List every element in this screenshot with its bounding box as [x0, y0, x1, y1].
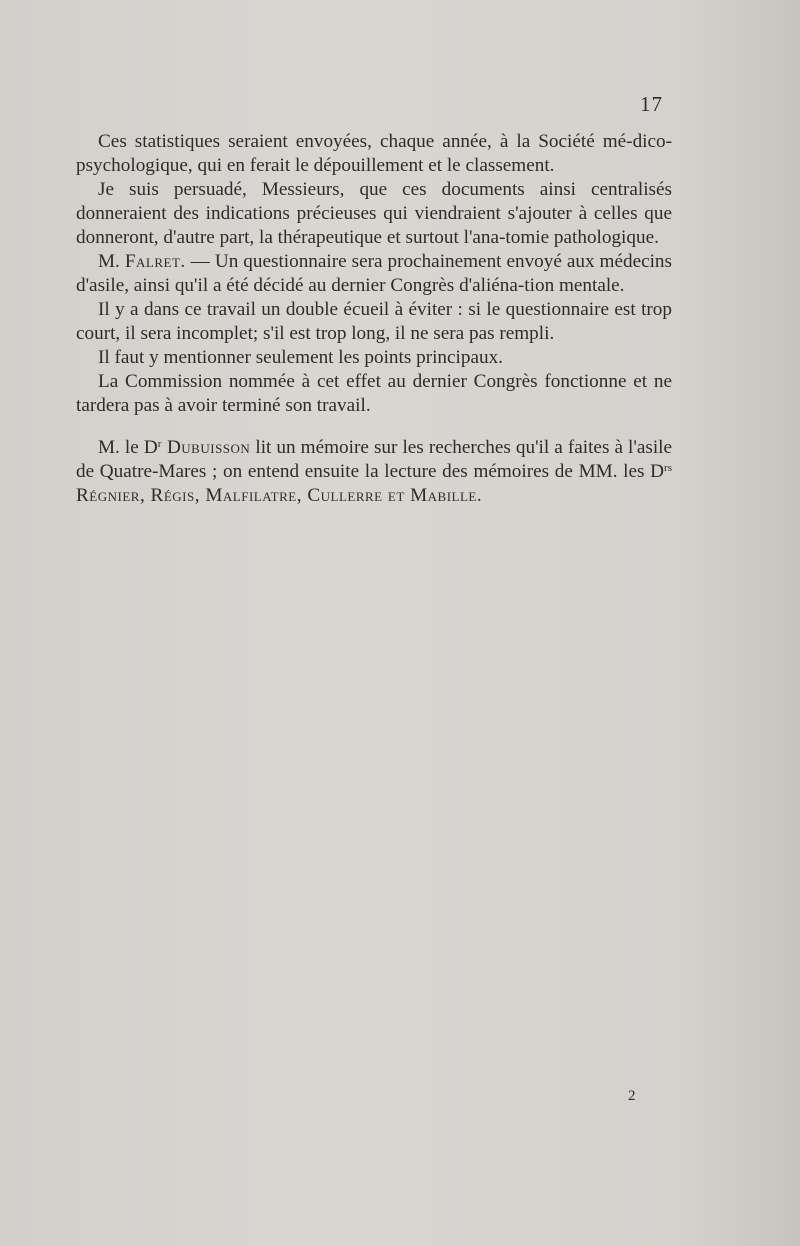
- paragraph-ecueil: Il y a dans ce travail un double écueil à éviter : si le questionnaire est trop court, il sera incomplet; s'il est trop long, il ne sera pas rempli.: [76, 299, 672, 344]
- dubuisson-part1: M. le D: [98, 437, 158, 458]
- speaker-prefix: M.: [98, 251, 125, 272]
- speaker-name: Falret.: [124, 251, 186, 272]
- paragraph-dubuisson: [76, 436, 672, 508]
- author-names: Régnier, Régis, Malfilatre, Cullerre et Mabille.: [76, 485, 483, 506]
- signature-mark: 2: [628, 1088, 636, 1104]
- title-superscript: r: [157, 438, 162, 450]
- paragraph-points: Il faut y mentionner seulement les points principaux.: [98, 347, 503, 368]
- title-superscript-plural: rs: [664, 462, 672, 474]
- paragraph-commission: La Commission nommée à cet effet au dernier Congrès fonctionne et ne tardera pas à avoir terminé son travail.: [76, 371, 672, 416]
- paragraph-statistiques: Ces statistiques seraient envoyées, chaque année, à la Société mé-dico-psychologique, qui en ferait le dépouillement et le classement.: [76, 131, 672, 176]
- paragraph-falret: [76, 250, 672, 298]
- paragraph-persuade: Je suis persuadé, Messieurs, que ces documents ainsi centralisés donneraient des indications précieuses qui viendraient s'ajouter à celles que donneront, d'autre part, la thérapeutique et surtout l'ana-tomie pathologique.: [76, 179, 672, 248]
- page-number: 17: [640, 92, 663, 116]
- dubuisson-part2: lit un mémoire sur les recherches qu'il a faites à l'asile de Quatre-Mares ; on entend ensuite la lecture des mémoires de MM. les D: [76, 437, 673, 482]
- author-name-dubuisson: Dubuisson: [161, 437, 251, 458]
- body-text: [76, 130, 672, 508]
- falret-text: — Un questionnaire sera prochainement envoyé aux médecins d'asile, ainsi qu'il a été décidé au dernier Congrès d'aliéna-tion mentale.: [76, 251, 672, 296]
